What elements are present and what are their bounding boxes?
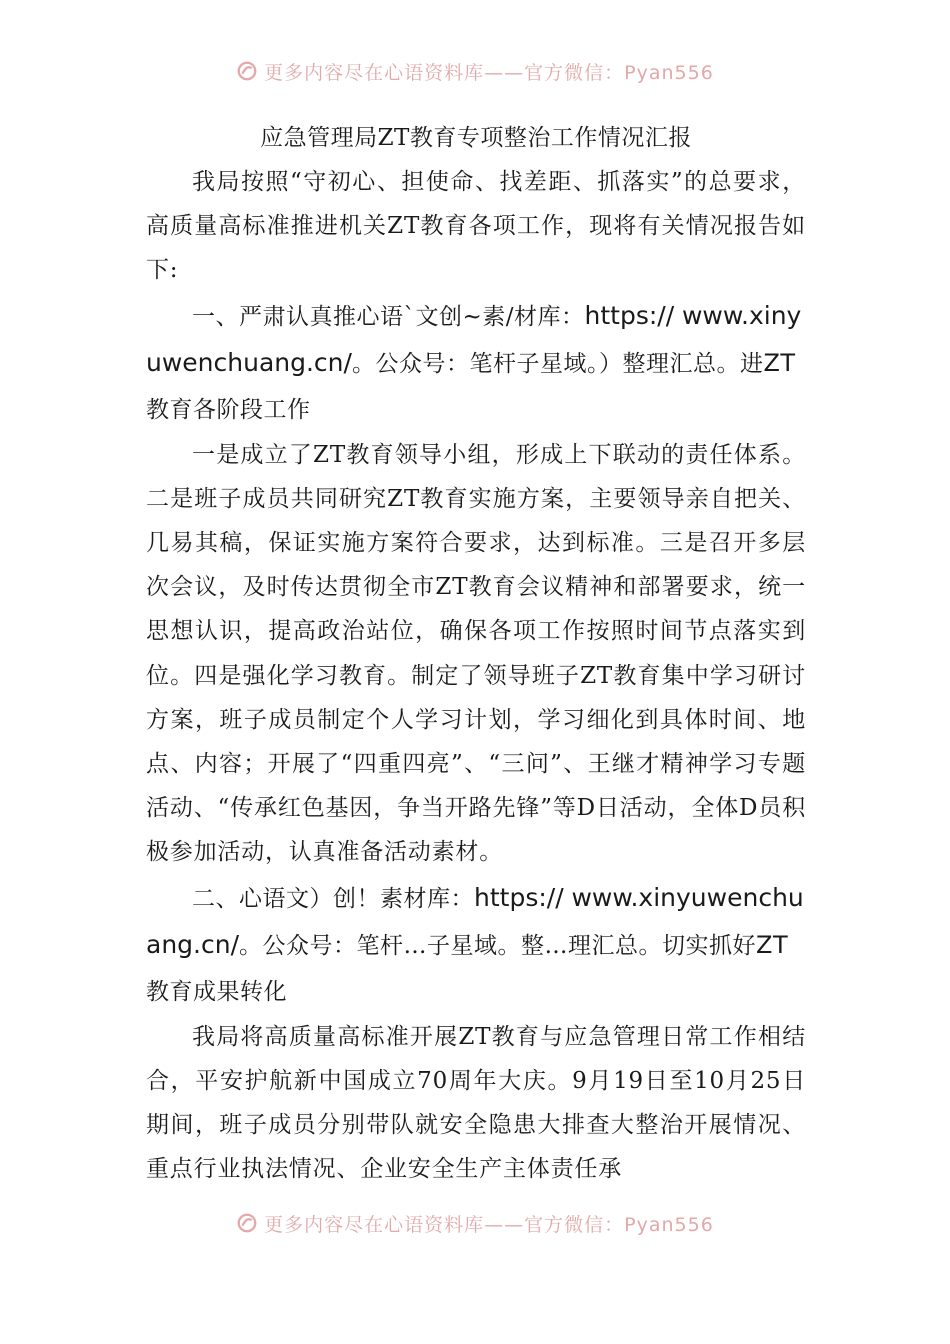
section-1-body: 一是成立了ZT教育领导小组，形成上下联动的责任体系。二是班子成员共同研究ZT教育实施方案，主要领导亲自把关、几易其稿，保证实施方案符合要求，达到标准。三是召开多层次会议，及时传达贯彻全市ZT教育会议精神和部署要求，统一思想认识，提高政治站位，确保各项工作按照时间节点落实到位。四是强化学习教育。制定了领导班子ZT教育集中学习研讨方案，班子成员制定个人学习计划，学习细化到具体时间、地点、内容；开展了“四重四亮”、“三问”、王继才精神学习专题活动、“传承红色基因，争当开路先锋”等D日活动，全体D员积极参加活动，认真准备活动素材。 xyxy=(146,441,806,866)
section-2-body: 我局将高质量高标准开展ZT教育与应急管理日常工作相结合，平安护航新中国成立70周年大庆。9月19日至10月25日期间，班子成员分别带队就安全隐患大排查大整治开展情况、重点行业执法情况、企业安全生产主体责任承 xyxy=(146,1023,806,1183)
section-1-suffix: 教育各阶段工作 xyxy=(146,396,311,423)
section-2-prefix: 二、心语文）创！素材库： xyxy=(192,885,474,912)
section-2-url-host: www.xinyuwenchuang.cn/ xyxy=(146,882,804,959)
section-1-heading xyxy=(146,293,806,433)
document-title: 应急管理局ZT教育专项整治工作情况汇报 xyxy=(260,125,692,151)
section-2-suffix: 教育成果转化 xyxy=(146,978,287,1005)
section-2-heading xyxy=(146,875,806,1015)
section-1-middle: 。公众号：笔杆子星域。）整理汇总。进 xyxy=(351,350,764,377)
brand-logo-icon xyxy=(236,60,258,82)
watermark-footer xyxy=(0,1210,950,1236)
section-2-zt: ZT xyxy=(756,930,789,959)
watermark-header xyxy=(0,58,950,84)
section-1-zt: ZT xyxy=(763,348,796,377)
section-2-middle: 。公众号：笔杆…子星域。整…理汇总。切实抓好 xyxy=(239,932,756,959)
brand-logo-icon xyxy=(236,1212,258,1234)
watermark-text: 更多内容尽在心语资料库——官方微信：Pyan556 xyxy=(264,61,714,84)
intro-paragraph: 我局按照“守初心、担使命、找差距、抓落实”的总要求，高质量高标准推进机关ZT教育各项工作，现将有关情况报告如下: xyxy=(146,169,806,284)
section-1-url-host: www.xinyuwenchuang.cn/ xyxy=(146,300,802,377)
section-2-url-scheme: https:// xyxy=(474,882,564,912)
section-1-prefix: 一、严肃认真推心语`文创~素/材库： xyxy=(192,303,585,330)
section-1-url-scheme: https:// xyxy=(584,300,675,330)
watermark-text: 更多内容尽在心语资料库——官方微信：Pyan556 xyxy=(264,1213,714,1236)
document-body xyxy=(146,116,806,1191)
